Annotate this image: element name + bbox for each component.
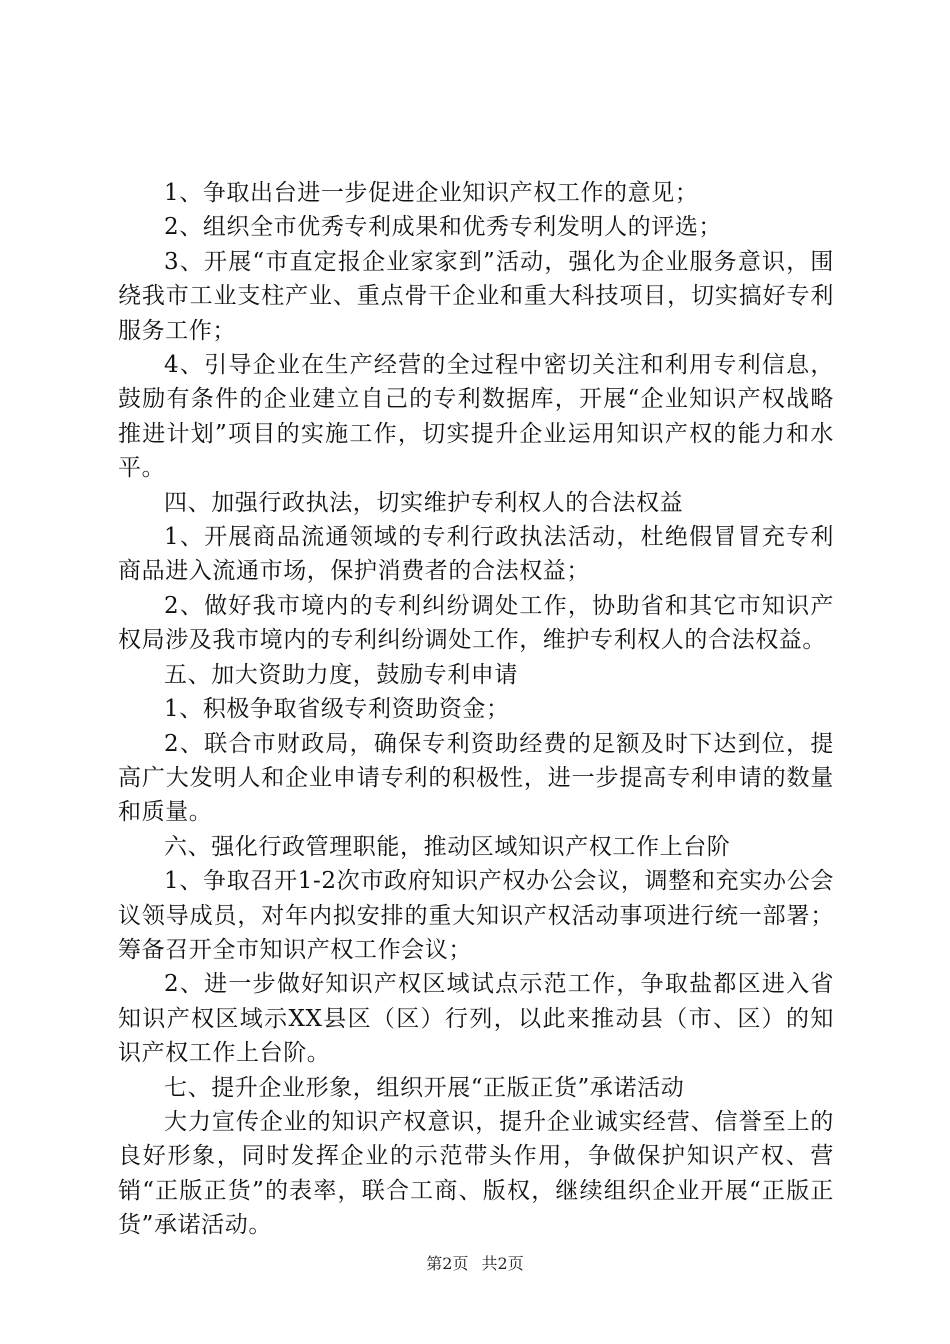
paragraph: 2、联合市财政局，确保专利资助经费的足额及时下达到位，提高广大发明人和企业申请专利的积极性，进一步提高专利申请的数量和质量。: [118, 730, 834, 826]
paragraph: 大力宣传企业的知识产权意识，提升企业诚实经营、信誉至上的良好形象，同时发挥企业的示范带头作用，争做保护知识产权、营销“正版正货”的表率，联合工商、版权，继续组织企业开展“正版正货”承诺活动。: [118, 1108, 834, 1239]
section-heading: 五、加大资助力度，鼓励专利申请: [164, 661, 518, 688]
document-body: [118, 176, 834, 1243]
section-heading: 四、加强行政执法，切实维护专利权人的合法权益: [164, 489, 684, 516]
paragraph: 4、引导企业在生产经营的全过程中密切关注和利用专利信息，鼓励有条件的企业建立自己的专利数据库，开展“企业知识产权战略推进计划”项目的实施工作，切实提升企业运用知识产权的能力和水平。: [118, 352, 834, 482]
page-number-current: 第2页: [426, 1254, 469, 1273]
section-heading: 六、强化行政管理职能，推动区域知识产权工作上台阶: [164, 833, 731, 860]
paragraph: 1、争取出台进一步促进企业知识产权工作的意见；: [164, 180, 699, 206]
paragraph: 2、做好我市境内的专利纠纷调处工作，协助省和其它市知识产权局涉及我市境内的专利纠纷调处工作，维护专利权人的合法权益。: [118, 592, 834, 654]
paragraph: 2、组织全市优秀专利成果和优秀专利发明人的评选；: [164, 214, 723, 241]
paragraph: 1、开展商品流通领域的专利行政执法活动，杜绝假冒冒充专利商品进入流通市场，保护消费者的合法权益；: [118, 524, 834, 585]
paragraph: 1、积极争取省级专利资助资金；: [164, 696, 510, 723]
paragraph: 2、进一步做好知识产权区域试点示范工作，争取盐都区进入省知识产权区域示XX县区（区）行列，以此来推动县（市、区）的知识产权工作上台阶。: [118, 971, 834, 1067]
page-footer: [0, 1253, 950, 1275]
section-heading: 七、提升企业形象，组织开展“正版正货”承诺活动: [164, 1074, 685, 1101]
paragraph: 1、争取召开1-2次市政府知识产权办公会议，调整和充实办公会议领导成员，对年内拟安排的重大知识产权活动事项进行统一部署；筹备召开全市知识产权工作会议；: [118, 868, 834, 963]
paragraph: 3、开展“市直定报企业家家到”活动，强化为企业服务意识，围绕我市工业支柱产业、重点骨干企业和重大科技项目，切实搞好专利服务工作；: [118, 248, 834, 344]
page-number-total: 共2页: [481, 1254, 524, 1273]
